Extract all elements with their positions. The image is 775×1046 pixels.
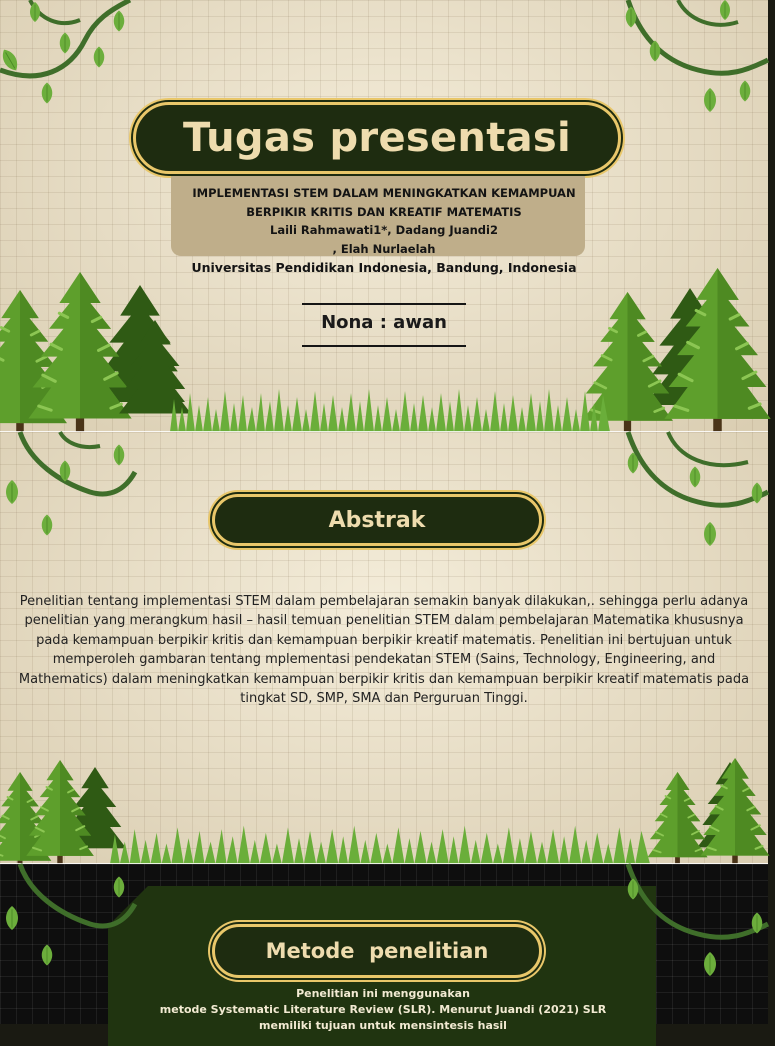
pine-tree-icon [695,758,775,868]
abstract-text [6,592,762,708]
method-slide [0,864,768,1032]
abstract-line: pada kemampuan berpikir kritis dan kemampuan berpikir kreatif matematis. Penelitian ini bertujuan untuk [36,632,732,648]
method-line: memiliki tujuan untuk mensintesis hasil [259,1019,507,1032]
grass-icon [170,385,610,432]
section-title: Abstrak [212,494,542,546]
vine-icon [618,864,768,984]
vine-icon [0,0,140,110]
paper-title-line-1: IMPLEMENTASI STEM DALAM MENINGKATKAN KEMAMPUAN [192,186,576,200]
vine-icon [0,432,140,542]
title-slide [0,0,768,432]
abstract-line: penelitian yang merangkum hasil – hasil temuan penelitian STEM dalam pembelajaran Matematika khususnya [24,613,744,629]
pine-tree-icon [20,760,100,868]
method-line: Penelitian ini menggunakan [296,987,470,1000]
abstract-line: Penelitian tentang implementasi STEM dalam pembelajaran semakin banyak dilakukan,. sehingga perlu adanya [19,594,749,609]
abstract-slide [0,432,768,864]
method-line: metode Systematic Literature Review (SLR). Menurut Juandi (2021) SLR [159,1003,607,1016]
vine-icon [0,864,140,974]
method-text [118,986,648,1034]
presenter-name: Nona : awan [321,312,447,333]
presenter-rule-bottom [302,345,466,347]
abstract-line: memperoleh gambaran tentang mplementasi pendekatan STEM (Sains, Technology, Engineering, and [52,652,716,668]
grass-icon [110,822,650,864]
affiliation: Universitas Pendidikan Indonesia, Bandung, Indonesia [191,260,577,275]
abstract-line: tingkat SD, SMP, SMA dan Perguruan Tinggi. [240,691,528,707]
authors-line-2: , Elah Nurlaelah [332,241,436,256]
section-title: Metode penelitian [212,924,542,978]
vine-icon [618,432,768,552]
paper-title [100,184,668,258]
authors-line-1: Laili Rahmawati1*, Dadang Juandi2 [270,223,498,237]
pine-tree-icon [660,268,775,438]
abstract-line: Mathematics) dalam meningkatkan kemampuan berpikir kritis dan kemampuan berpikir kreatif matematis pada [18,671,750,687]
presenter-rule-top [302,303,466,305]
vine-icon [618,0,768,120]
paper-title-line-2: BERPIKIR KRITIS DAN KREATIF MATEMATIS [246,204,522,219]
page-title: Tugas presentasi [133,102,621,174]
